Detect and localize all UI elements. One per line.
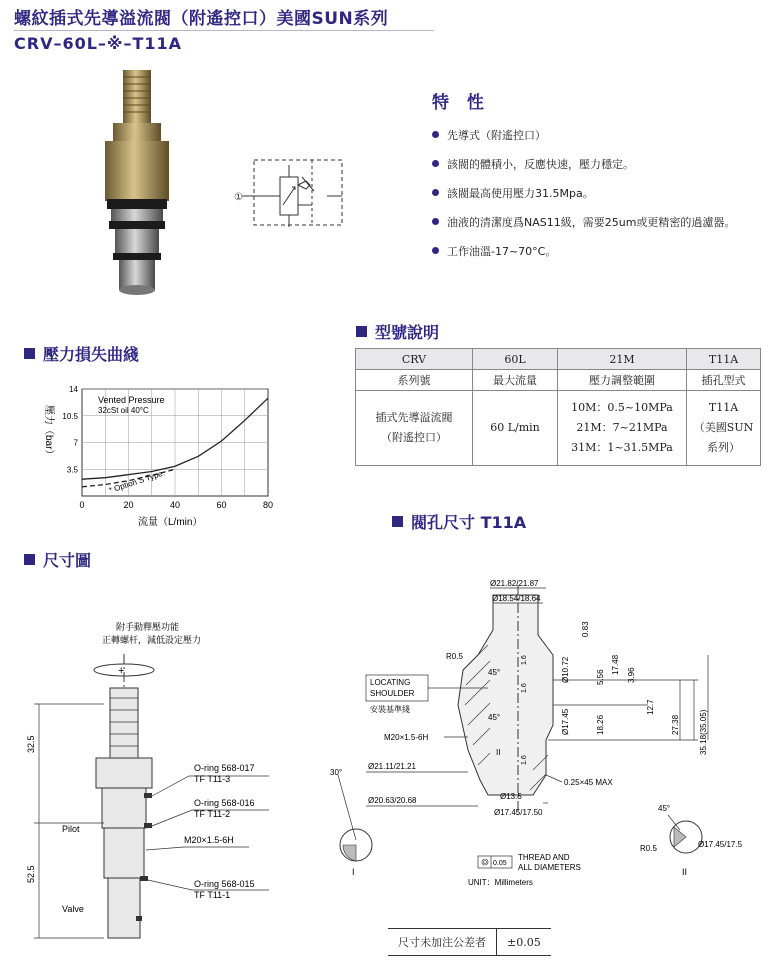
section-pressure-curve: 壓力損失曲綫: [24, 342, 139, 365]
dim-1-6-b: 1.6: [521, 683, 528, 693]
detail-ii-diameter: Ø17.45/17.5: [698, 840, 743, 849]
chart-y-tick: 14: [69, 385, 78, 394]
dim-d21-11: Ø21.11/21.21: [368, 762, 416, 771]
pressure-loss-chart: [30, 375, 300, 535]
bullet-icon: [432, 131, 439, 138]
table-header: 壓力調整範圍: [558, 370, 687, 391]
oring-1-code: TF T11-3: [194, 774, 231, 784]
table-header: 最大流量: [473, 370, 558, 391]
section-cavity: 閥孔尺寸 T11A: [392, 510, 526, 533]
feature-item: 油液的清潔度爲NAS11級，需要25um或更精密的過濾器。: [432, 207, 735, 236]
detail-ii-r05: R0.5: [640, 844, 657, 853]
table-cell: 插式先導溢流閥 （附遙控口）: [356, 391, 473, 466]
table-cell: 60L: [473, 349, 558, 370]
pilot-label: Pilot: [62, 824, 80, 834]
valve-product-photo: [95, 65, 180, 305]
unit-label: UNIT：Millimeters: [468, 878, 533, 887]
dim-d20-63: Ø20.63/20.68: [368, 796, 417, 805]
tolerance-value: 0.05: [493, 860, 507, 867]
dim-d17-45: Ø17.45: [561, 708, 570, 735]
oring-2-label: O-ring 568-016: [194, 798, 255, 808]
angle-45-top: 45°: [488, 668, 501, 677]
table-cell: CRV: [356, 349, 473, 370]
tolerance-value: ±0.05: [497, 929, 551, 956]
page-title: 螺紋插式先導溢流閥（附遙控口）美國SUN系列: [14, 9, 389, 29]
dim-17-48: 17.48: [611, 654, 620, 675]
table-cell: 21M: [558, 349, 687, 370]
dim-lower: 52.5: [26, 865, 36, 883]
features-title: 特 性: [432, 93, 490, 113]
dim-35-18: 35.18(35.05): [699, 709, 708, 755]
oring-3-code: TF T11-1: [194, 890, 231, 900]
angle-45-mid: 45°: [488, 713, 501, 722]
dim-1-6-a: 1.6: [521, 655, 528, 665]
detail-ii-marker: II: [496, 748, 501, 757]
chart-annotation-oil: 32cSt oil 40°C: [98, 406, 149, 415]
detail-ii-label: II: [682, 867, 688, 877]
bullet-icon: [432, 189, 439, 196]
chart-x-tick: 40: [169, 500, 181, 510]
oring-3-label: O-ring 568-015: [194, 879, 255, 889]
locating-label-2: SHOULDER: [370, 689, 415, 698]
detail-ii-angle: 45°: [658, 804, 671, 813]
model-number: CRV–60L–※–T11A: [14, 34, 183, 53]
dimension-drawing: [14, 618, 314, 948]
table-cell: T11A （美國SUN系列）: [687, 391, 761, 466]
section-dimensions: 尺寸圖: [24, 548, 91, 571]
table-header: 系列號: [356, 370, 473, 391]
locating-label-cn: 安裝基準綫: [370, 705, 410, 714]
tolerance-frame: [478, 856, 512, 868]
chart-x-tick: 20: [123, 500, 134, 510]
features-list: [432, 120, 735, 265]
cavity-thread: M20×1.5-6H: [384, 733, 429, 742]
detail-ii: [640, 804, 743, 877]
feature-item: 工作油溫-17~70°C。: [432, 236, 735, 265]
table-cell: 60 L/min: [473, 391, 558, 466]
feature-item: 先導式（附遙控口）: [432, 120, 735, 149]
dim-3-96: 3.96: [627, 667, 636, 683]
chart-x-tick: 0: [79, 500, 85, 510]
dim-d18-54: Ø18.54/18.64: [492, 594, 541, 603]
bullet-icon: [432, 218, 439, 225]
note-line-1: 附手動釋壓功能: [116, 622, 180, 632]
section-marker-icon: [24, 554, 35, 565]
hydraulic-symbol: [232, 155, 347, 235]
angle-30: 30°: [330, 768, 343, 777]
valve-label: Valve: [62, 904, 84, 914]
locating-label-1: LOCATING: [370, 678, 411, 687]
oring-1-label: O-ring 568-017: [194, 763, 255, 773]
tolerance-table: [388, 928, 551, 956]
chamfer-note: 0.25×45 MAX: [564, 778, 613, 787]
chart-y-tick: 3.5: [66, 465, 78, 475]
dim-18-26: 18.26: [596, 714, 605, 735]
dim-1-6-c: 1.6: [521, 755, 528, 765]
table-cell: 10M：0.5~10MPa 21M：7~21MPa 31M：1~31.5MPa: [558, 391, 687, 466]
chart-annotation-option: * Option S Type.: [107, 468, 166, 495]
oring-2-code: TF T11-2: [194, 809, 231, 819]
dim-d13-5: Ø13.5: [500, 792, 522, 801]
section-model-description: 型號說明: [356, 320, 439, 343]
chart-y-tick: 10.5: [62, 411, 78, 421]
table-cell: T11A: [687, 349, 761, 370]
dim-d10-72: Ø10.72: [561, 656, 570, 683]
chart-x-tick: 80: [262, 500, 274, 510]
dim-0-83: 0.83: [581, 621, 590, 637]
section-marker-icon: [356, 326, 367, 337]
feature-item: 該閥的體積小，反應快速，壓力穩定。: [432, 149, 735, 178]
title-divider: [14, 30, 434, 31]
dim-27-38: 27.38: [671, 714, 680, 735]
model-table: [355, 348, 761, 466]
thread-label: M20×1.5-6H: [184, 835, 234, 845]
feature-item: 該閥最高使用壓力31.5Mpa。: [432, 178, 735, 207]
detail-i: [338, 775, 372, 877]
plus-sign: +: [118, 665, 125, 677]
chart-y-tick: 7: [73, 438, 78, 448]
dim-d17-45-50: Ø17.45/17.50: [494, 808, 543, 817]
chart-x-tick: 60: [216, 500, 227, 510]
detail-i-label: I: [352, 867, 355, 877]
dim-5-56: 5.56: [596, 669, 605, 685]
chart-xlabel: 流量（L/min）: [138, 517, 203, 528]
note-line-2: 正轉螺杆，減低設定壓力: [102, 635, 202, 645]
port-label: ①: [234, 192, 243, 203]
chart-annotation-vented: Vented Pressure: [98, 395, 165, 405]
table-header: 插孔型式: [687, 370, 761, 391]
dim-upper: 32.5: [26, 735, 36, 753]
dim-d21-82: Ø21.82/21.87: [490, 579, 539, 588]
section-marker-icon: [392, 516, 403, 527]
thread-and-label: THREAD AND: [518, 853, 570, 862]
chart-ylabel: 壓力（bar）: [43, 405, 54, 460]
bullet-icon: [432, 160, 439, 167]
cavity-drawing: [318, 575, 768, 895]
section-marker-icon: [24, 348, 35, 359]
all-diameters-label: ALL DIAMETERS: [518, 863, 581, 872]
tolerance-label: 尺寸未加注公差者: [388, 929, 497, 956]
dim-r05: R0.5: [446, 652, 463, 661]
bullet-icon: [432, 247, 439, 254]
dim-12-7: 12.7: [646, 699, 655, 715]
